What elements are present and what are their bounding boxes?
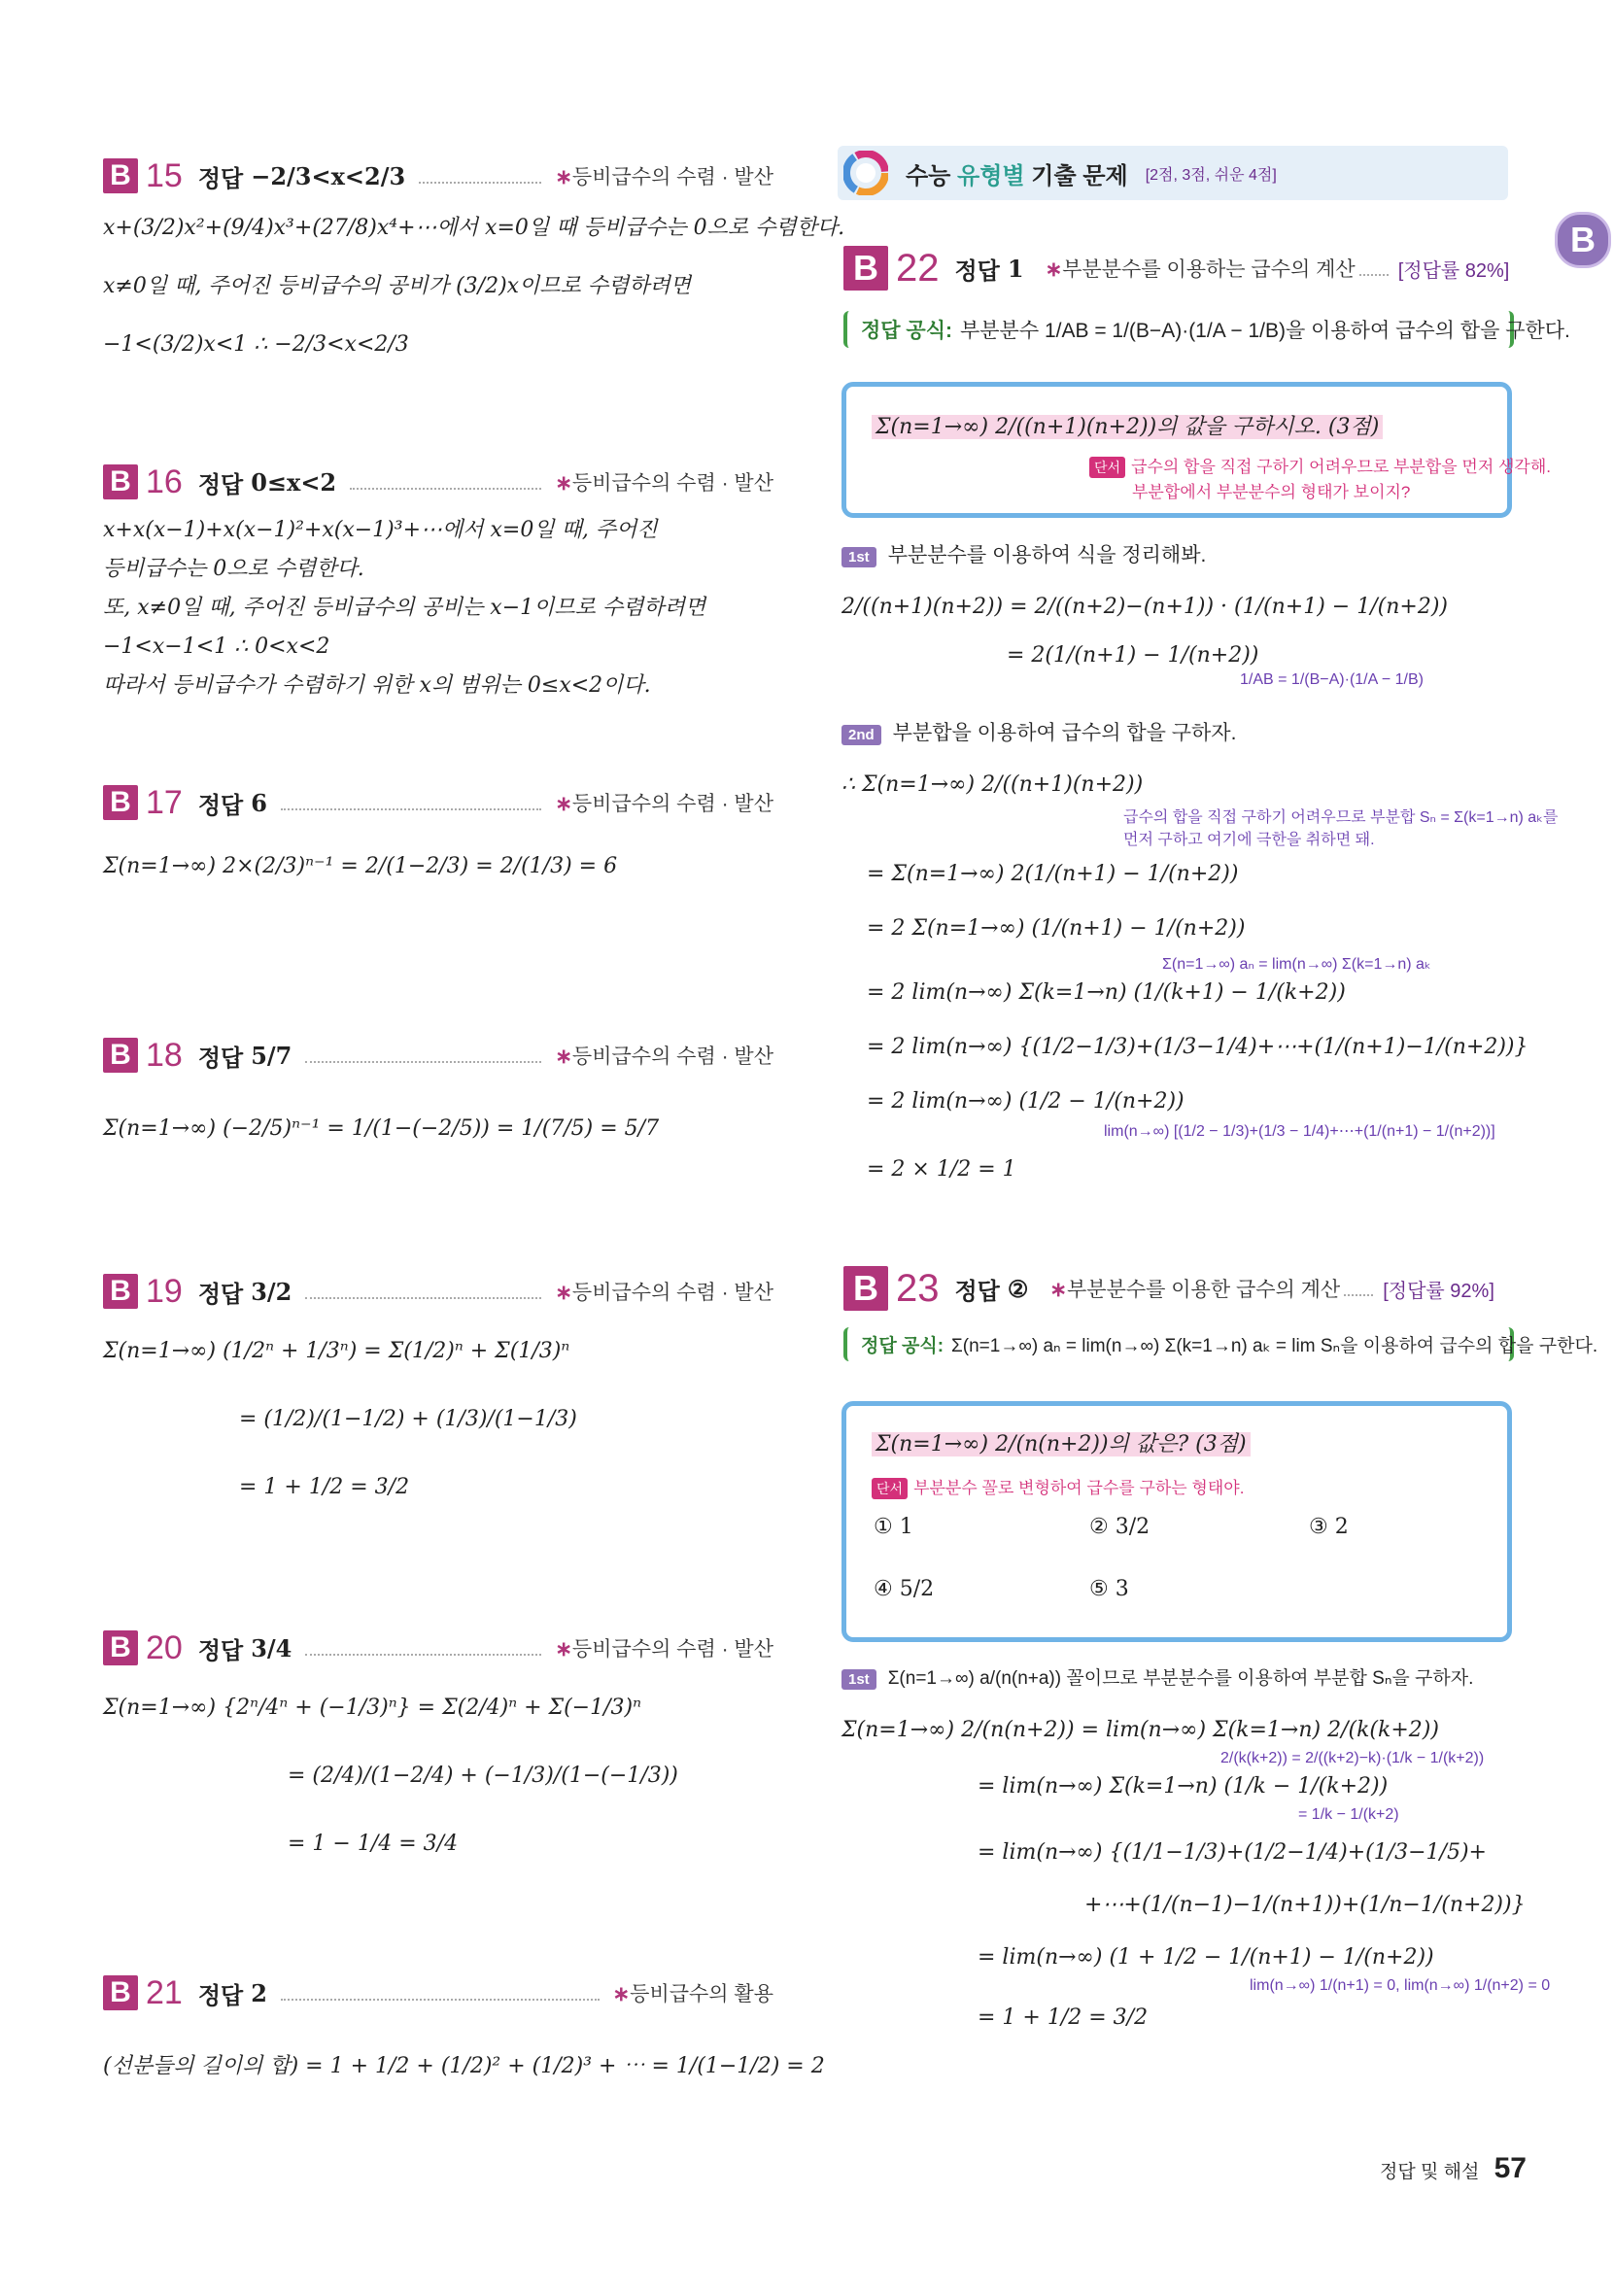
solution-16 bbox=[103, 457, 773, 705]
solution-line: Σ(n=1→∞) (1/2ⁿ + 1/3ⁿ) = Σ(1/2)ⁿ + Σ(1/3)ⁿ bbox=[103, 1339, 570, 1363]
level-badge: B bbox=[103, 158, 138, 193]
answer-formula: 정답 공식: 부분분수 1/AB = 1/(B−A)·(1/A − 1/B)을 이용하여 급수의 합을 구한다. bbox=[843, 311, 1514, 348]
chapter-badge: B bbox=[1555, 212, 1611, 268]
hint: 단서 급수의 합을 직접 구하기 어려우므로 부분합을 먼저 생각해. 부분합에서 부분분수의 형태가 보이지? bbox=[1089, 453, 1551, 502]
answer-label: 정답 bbox=[197, 1045, 244, 1072]
step1-23: 1st Σ(n=1→∞) a/(n(n+a)) 꼴이므로 부분분수를 이용하여 부분합 Sₙ을 구하자. Σ(n=1→∞) 2/(n(n+2)) = lim(n→∞) Σ(k=1→n) 2/(k(k+2)) 2/(k(k+2)) = 2/((k+2)−k)·(1/k − 1/(k+2)) = lim(n→∞) Σ(k=1→n) (1/k − 1/(k+2)) = 1/k − 1/(k+2) = lim(n→∞) {(1/1−1/3)+(1/2−1/4)+(1/3−1/5)+ +⋯+(1/(n−1)−1/(n+1))+(1/n−1/(n+2))} = lim(n→∞) (1 + 1/2 − 1/(n+1) − 1/(n+2)) lim(n→∞) 1/(n+1) = 0, lim(n→∞) 1/(n+2) = 0 = 1 + 1/2 = 3/2 bbox=[841, 1663, 1512, 2038]
problem-box-22 bbox=[841, 382, 1551, 518]
answer-label: 정답 bbox=[197, 1982, 244, 2009]
solution-line: −1<(3/2)x<1 ∴ −2/3<x<2/3 bbox=[103, 332, 409, 357]
step1-22: 1st 부분분수를 이용하여 식을 정리해봐. 2/((n+1)(n+2)) = 2/((n+2)−(n+1)) · (1/(n+1) − 1/(n+2)) = 2(1/(n+1) − 1/(n+2)) 1/AB = 1/(B−A)·(1/A − 1/B) bbox=[841, 539, 1512, 689]
solution-line: 또, x≠0일 때, 주어진 등비급수의 공비는 x−1이므로 수렴하려면 bbox=[103, 596, 706, 620]
math-line: = 1 + 1/2 = 3/2 bbox=[978, 2005, 1149, 2030]
topic-label: ∗부분분수를 이용한 급수의 계산 bbox=[1049, 1279, 1341, 1301]
choice-3[interactable]: ③ 2 bbox=[1309, 1515, 1349, 1539]
solution-line: = 1 − 1/4 = 3/4 bbox=[288, 1832, 459, 1856]
solution-line: Σ(n=1→∞) {2ⁿ/4ⁿ + (−1/3)ⁿ} = Σ(2/4)ⁿ + Σ(−1/3)ⁿ bbox=[103, 1696, 642, 1720]
answer-label: 정답 bbox=[197, 1637, 244, 1664]
correct-rate: [정답률 82%] bbox=[1397, 259, 1510, 282]
answer-value: −2/3<x<2/3 bbox=[251, 161, 406, 190]
solution-line: Σ(n=1→∞) (−2/5)ⁿ⁻¹ = 1/(1−(−2/5)) = 1/(7/5) = 5/7 bbox=[103, 1116, 660, 1141]
solution-line: x+(3/2)x²+(9/4)x³+(27/8)x⁴+⋯에서 x=0일 때 등비급수는 0으로 수렴한다. bbox=[103, 216, 845, 240]
problem-question: Σ(n=1→∞) 2/((n+1)(n+2))의 값을 구하시오. (3점) bbox=[872, 410, 1383, 440]
level-badge: B bbox=[103, 1038, 138, 1073]
topic-label: ∗등비급수의 활용 bbox=[612, 1983, 773, 2005]
topic-label: ∗등비급수의 수렴 · 발산 bbox=[555, 472, 773, 495]
choice-4[interactable]: ④ 5/2 bbox=[874, 1577, 935, 1601]
answer-value: 1 bbox=[1007, 254, 1024, 283]
leader-dots bbox=[305, 1047, 541, 1063]
math-line: = 2 × 1/2 = 1 bbox=[867, 1157, 1016, 1182]
answer-value: 6 bbox=[251, 788, 267, 817]
solution-line: Σ(n=1→∞) 2×(2/3)ⁿ⁻¹ = 2/(1−2/3) = 2/(1/3) = 6 bbox=[103, 854, 618, 878]
solution-21 bbox=[103, 1968, 825, 2086]
side-note: Σ(n=1→∞) aₙ = lim(n→∞) Σ(k=1→n) aₖ bbox=[1162, 956, 1431, 973]
problem-number: 22 bbox=[896, 246, 940, 290]
math-line: = 2 lim(n→∞) (1/2 − 1/(n+2)) bbox=[867, 1089, 1185, 1114]
answer-value: 5/7 bbox=[251, 1041, 292, 1070]
solution-line: x≠0일 때, 주어진 등비급수의 공비가 (3/2)x이므로 수렴하려면 bbox=[103, 274, 692, 298]
side-note: 2/(k(k+2)) = 2/((k+2)−k)·(1/k − 1/(k+2)) bbox=[1220, 1750, 1485, 1766]
section-header bbox=[838, 146, 1508, 200]
leader-dots bbox=[350, 474, 541, 490]
solution-line: = (1/2)/(1−1/2) + (1/3)/(1−1/3) bbox=[239, 1407, 577, 1431]
solution-line: = 1 + 1/2 = 3/2 bbox=[239, 1475, 410, 1499]
leader-dots bbox=[1359, 260, 1389, 276]
answer-value: 0≤x<2 bbox=[251, 467, 337, 497]
solution-19 bbox=[103, 1266, 773, 1507]
solution-line: x+x(x−1)+x(x−1)²+x(x−1)³+⋯에서 x=0일 때, 주어진 bbox=[103, 518, 658, 542]
level-badge: B bbox=[103, 1630, 138, 1665]
solution-line: 따라서 등비급수가 수렴하기 위한 x의 범위는 0≤x<2이다. bbox=[103, 673, 651, 698]
topic-label: ∗등비급수의 수렴 · 발산 bbox=[555, 1282, 773, 1304]
solution-23 bbox=[843, 1263, 1598, 1361]
math-line: = lim(n→∞) Σ(k=1→n) (1/k − 1/(k+2)) bbox=[978, 1774, 1389, 1799]
footer-label: 정답 및 해설 bbox=[1380, 2162, 1480, 2182]
level-badge: B bbox=[103, 464, 138, 499]
logo-icon bbox=[843, 151, 888, 195]
level-badge: B bbox=[103, 785, 138, 820]
leader-dots bbox=[305, 1284, 541, 1299]
level-badge: B bbox=[843, 246, 888, 291]
math-line: Σ(n=1→∞) 2/(n(n+2)) = lim(n→∞) Σ(k=1→n) 2/(k(k+2)) bbox=[841, 1718, 1439, 1742]
solution-line: (선분들의 길이의 합) = 1 + 1/2 + (1/2)² + (1/2)³ + ⋯ = 1/(1−1/2) = 2 bbox=[103, 2054, 825, 2078]
side-note: lim(n→∞) 1/(n+1) = 0, lim(n→∞) 1/(n+2) = 0 bbox=[1250, 1977, 1551, 1994]
leader-dots bbox=[281, 1985, 600, 2001]
side-note: 급수의 합을 직접 구하기 어려우므로 부분합 Sₙ = Σ(k=1→n) aₖ를 bbox=[1123, 809, 1559, 826]
answer-formula: 정답 공식: Σ(n=1→∞) aₙ = lim(n→∞) Σ(k=1→n) aₖ = lim Sₙ을 이용하여 급수의 합을 구한다. bbox=[843, 1327, 1514, 1361]
answer-value: 3/2 bbox=[251, 1277, 292, 1306]
math-line: = 2(1/(n+1) − 1/(n+2)) bbox=[1007, 643, 1259, 668]
math-line: = Σ(n=1→∞) 2(1/(n+1) − 1/(n+2)) bbox=[867, 862, 1239, 886]
choice-5[interactable]: ⑤ 3 bbox=[1089, 1577, 1129, 1601]
answer-label: 정답 bbox=[197, 792, 244, 819]
level-badge: B bbox=[103, 1975, 138, 2010]
problem-number: 17 bbox=[146, 783, 183, 821]
answer-value: 3/4 bbox=[251, 1633, 292, 1662]
level-badge: B bbox=[843, 1266, 888, 1311]
problem-question: Σ(n=1→∞) 2/(n(n+2))의 값은? (3점) bbox=[872, 1427, 1251, 1457]
math-line: = lim(n→∞) {(1/1−1/3)+(1/2−1/4)+(1/3−1/5)+ bbox=[978, 1840, 1487, 1865]
topic-label: ∗부분분수를 이용하는 급수의 계산 bbox=[1045, 258, 1356, 281]
solution-line: −1<x−1<1 ∴ 0<x<2 bbox=[103, 634, 330, 659]
math-line: 2/((n+1)(n+2)) = 2/((n+2)−(n+1)) · (1/(n+1) − 1/(n+2)) bbox=[841, 595, 1448, 619]
problem-number: 23 bbox=[896, 1266, 940, 1310]
math-line: ∴ Σ(n=1→∞) 2/((n+1)(n+2)) bbox=[841, 772, 1144, 797]
step2-22: 2nd 부분합을 이용하여 급수의 합을 구하자. ∴ Σ(n=1→∞) 2/((n+1)(n+2)) 급수의 합을 직접 구하기 어려우므로 부분합 Sₙ = Σ(k=1→n) aₖ를 먼저 구하고 여기에 극한을 취하면 돼. = Σ(n=1→∞) 2(1/(n+1) − 1/(n+2)) = 2 Σ(n=1→∞) (1/(n+1) − 1/(n+2)) Σ(n=1→∞) aₙ = lim(n→∞) Σ(k=1→n) aₖ = 2 lim(n→∞) Σ(k=1→n) (1/(k+1) − 1/(k+2)) = 2 lim(n→∞) {(1/2−1/3)+(1/3−1/4)+⋯+(1/(n+1)−1/(n+2))} = 2 lim(n→∞) (1/2 − 1/(n+2)) lim(n→∞) [(1/2 − 1/3)+(1/3 − 1/4)+⋯+(1/(n+1) − 1/(n+2))] = 2 × 1/2 = 1 bbox=[841, 717, 1512, 1189]
page-number: 57 bbox=[1494, 2152, 1527, 2184]
level-badge: B bbox=[103, 1274, 138, 1309]
choice-2[interactable]: ② 3/2 bbox=[1089, 1515, 1150, 1539]
problem-number: 16 bbox=[146, 463, 183, 500]
topic-label: ∗등비급수의 수렴 · 발산 bbox=[555, 793, 773, 815]
solution-15 bbox=[103, 151, 845, 364]
problem-box-23 bbox=[841, 1401, 1512, 1642]
answer-label: 정답 bbox=[197, 471, 244, 498]
problem-number: 20 bbox=[146, 1628, 183, 1666]
header-title: 수능 유형별 기출 문제 bbox=[906, 162, 1128, 189]
answer-label: 정답 bbox=[954, 1278, 1000, 1305]
answer-label: 정답 bbox=[197, 165, 244, 192]
solution-22 bbox=[843, 243, 1570, 348]
answer-label: 정답 bbox=[954, 257, 1000, 285]
problem-number: 15 bbox=[146, 156, 183, 194]
leader-dots bbox=[305, 1640, 541, 1656]
solution-line: = (2/4)/(1−2/4) + (−1/3)/(1−(−1/3)) bbox=[288, 1764, 678, 1788]
math-line: = 2 lim(n→∞) {(1/2−1/3)+(1/3−1/4)+⋯+(1/(n+1)−1/(n+2))} bbox=[867, 1035, 1528, 1059]
answer-label: 정답 bbox=[197, 1281, 244, 1308]
leader-dots bbox=[419, 168, 541, 184]
side-note: lim(n→∞) [(1/2 − 1/3)+(1/3 − 1/4)+⋯+(1/(n+1) − 1/(n+2))] bbox=[1104, 1123, 1495, 1140]
solution-17 bbox=[103, 777, 773, 886]
side-note: 1/AB = 1/(B−A)·(1/A − 1/B) bbox=[1240, 671, 1424, 688]
topic-label: ∗등비급수의 수렴 · 발산 bbox=[555, 1638, 773, 1661]
topic-label: ∗등비급수의 수렴 · 발산 bbox=[555, 166, 773, 188]
problem-number: 18 bbox=[146, 1036, 183, 1074]
topic-label: ∗등비급수의 수렴 · 발산 bbox=[555, 1045, 773, 1068]
math-line: = 2 Σ(n=1→∞) (1/(n+1) − 1/(n+2)) bbox=[867, 916, 1246, 941]
answer-value: 2 bbox=[251, 1978, 267, 2007]
math-line: = lim(n→∞) (1 + 1/2 − 1/(n+1) − 1/(n+2)) bbox=[978, 1945, 1434, 1970]
side-note: = 1/k − 1/(k+2) bbox=[1298, 1806, 1399, 1823]
answer-value: ② bbox=[1007, 1274, 1029, 1303]
leader-dots bbox=[1344, 1281, 1373, 1296]
solution-20 bbox=[103, 1623, 773, 1864]
solution-line: 등비급수는 0으로 수렴한다. bbox=[103, 557, 364, 581]
math-line: +⋯+(1/(n−1)−1/(n+1))+(1/n−1/(n+2))} bbox=[1084, 1893, 1526, 1917]
hint: 단서 부분분수 꼴로 변형하여 급수를 구하는 형태야. bbox=[872, 1474, 1244, 1499]
header-points: [2점, 3점, 쉬운 4점] bbox=[1145, 166, 1277, 184]
correct-rate: [정답률 92%] bbox=[1383, 1280, 1494, 1302]
leader-dots bbox=[281, 795, 541, 810]
solution-18 bbox=[103, 1030, 773, 1148]
choice-1[interactable]: ① 1 bbox=[874, 1515, 913, 1539]
side-note: 먼저 구하고 여기에 극한을 취하면 돼. bbox=[1123, 832, 1375, 848]
problem-number: 21 bbox=[146, 1973, 183, 2011]
page-footer bbox=[1380, 2152, 1527, 2185]
math-line: = 2 lim(n→∞) Σ(k=1→n) (1/(k+1) − 1/(k+2)) bbox=[867, 980, 1346, 1005]
problem-number: 19 bbox=[146, 1272, 183, 1310]
